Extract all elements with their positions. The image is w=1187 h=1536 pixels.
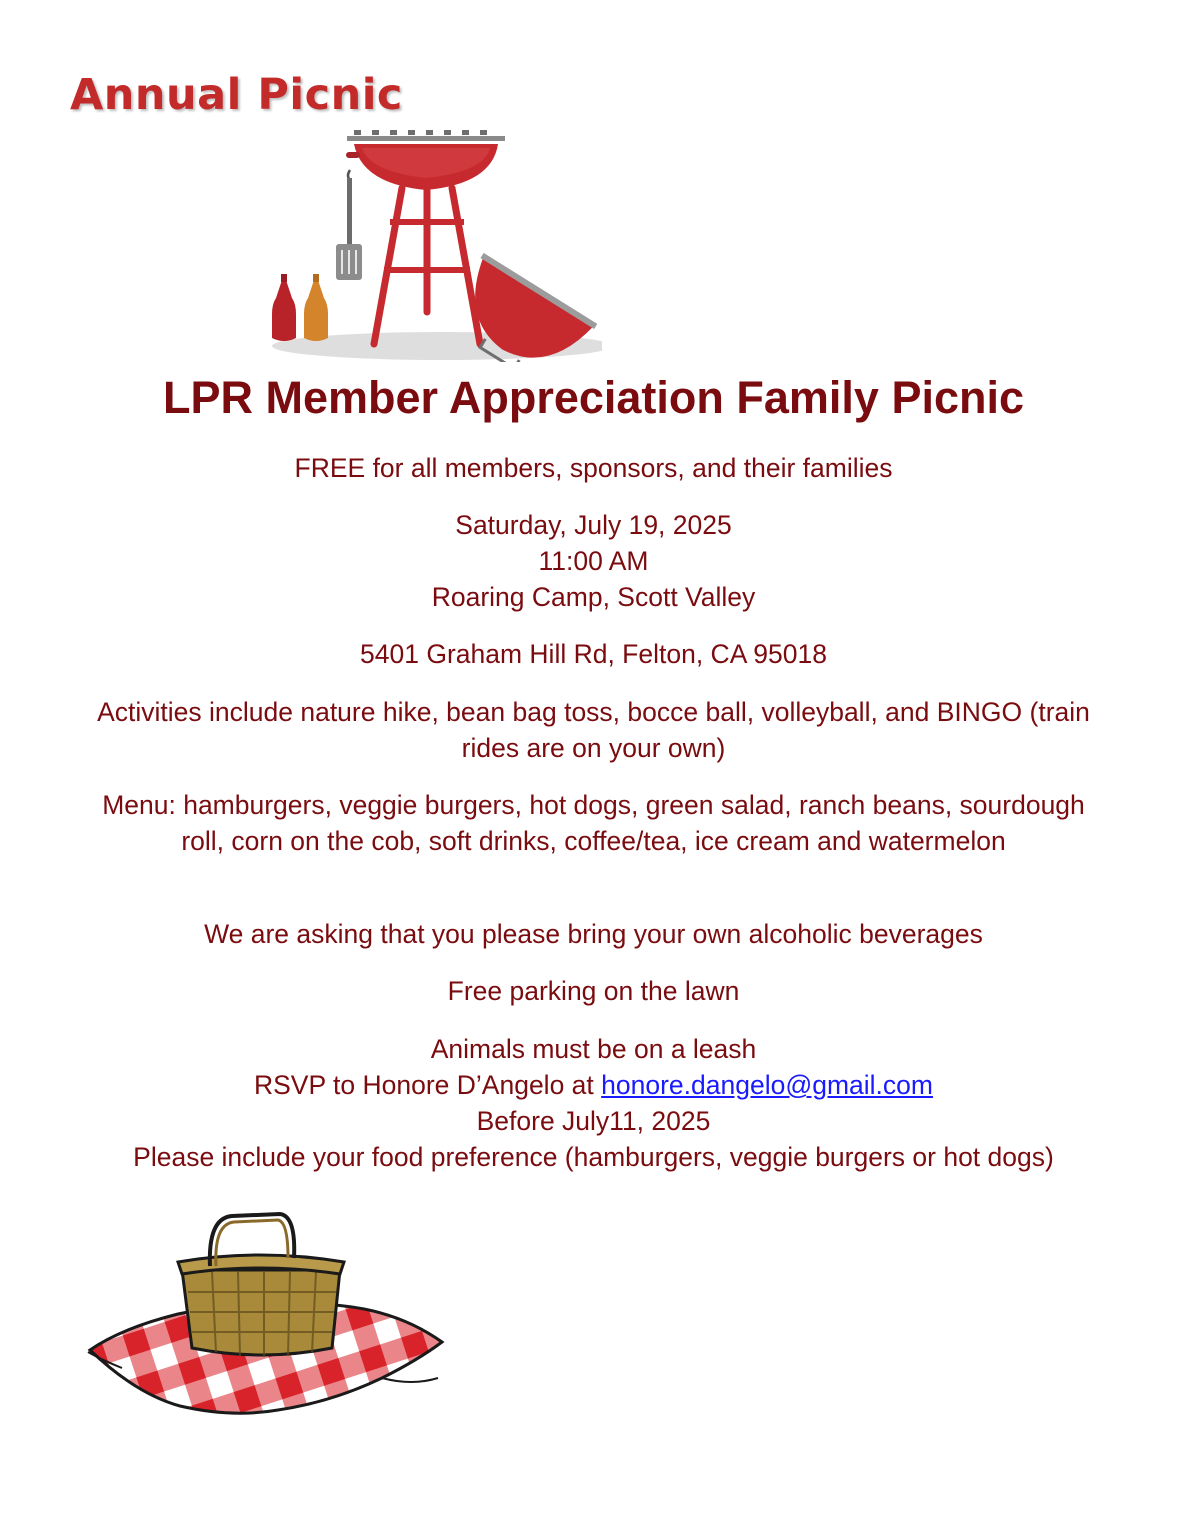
- activities-text: Activities include nature hike, bean bag toss, bocce ball, volleyball, and BINGO (train rides are on your own): [97, 697, 1090, 763]
- free-admission-line: FREE for all members, sponsors, and their families: [294, 453, 893, 483]
- event-venue: Roaring Camp, Scott Valley: [431, 582, 756, 612]
- banner-title: Annual Picnic: [70, 70, 403, 120]
- food-preference-note: Please include your food preference (hamburgers, veggie burgers or hot dogs): [133, 1142, 1054, 1172]
- menu-text: Menu: hamburgers, veggie burgers, hot dogs, green salad, ranch beans, sourdough roll, corn on the cob, soft drinks, coffee/tea, ice cream and watermelon: [102, 790, 1085, 856]
- rsvp-prefix: RSVP to Honore D’Angelo at: [253, 1070, 602, 1100]
- rsvp-email-link[interactable]: honore.dangelo@gmail.com: [601, 1070, 933, 1100]
- event-title: LPR Member Appreciation Family Picnic: [162, 372, 1025, 423]
- alcohol-notice: We are asking that you please bring your own alcoholic beverages: [204, 919, 983, 949]
- rsvp-line: [90, 1067, 1097, 1103]
- event-time: 11:00 AM: [538, 546, 649, 576]
- rsvp-deadline: Before July11, 2025: [476, 1106, 711, 1136]
- bbq-grill-illustration: [262, 122, 602, 362]
- event-address: 5401 Graham Hill Rd, Felton, CA 95018: [360, 639, 827, 669]
- parking-notice: Free parking on the lawn: [447, 976, 740, 1006]
- event-date: Saturday, July 19, 2025: [455, 510, 732, 540]
- animals-notice: Animals must be on a leash: [430, 1034, 757, 1064]
- picnic-basket-illustration: [82, 1210, 447, 1425]
